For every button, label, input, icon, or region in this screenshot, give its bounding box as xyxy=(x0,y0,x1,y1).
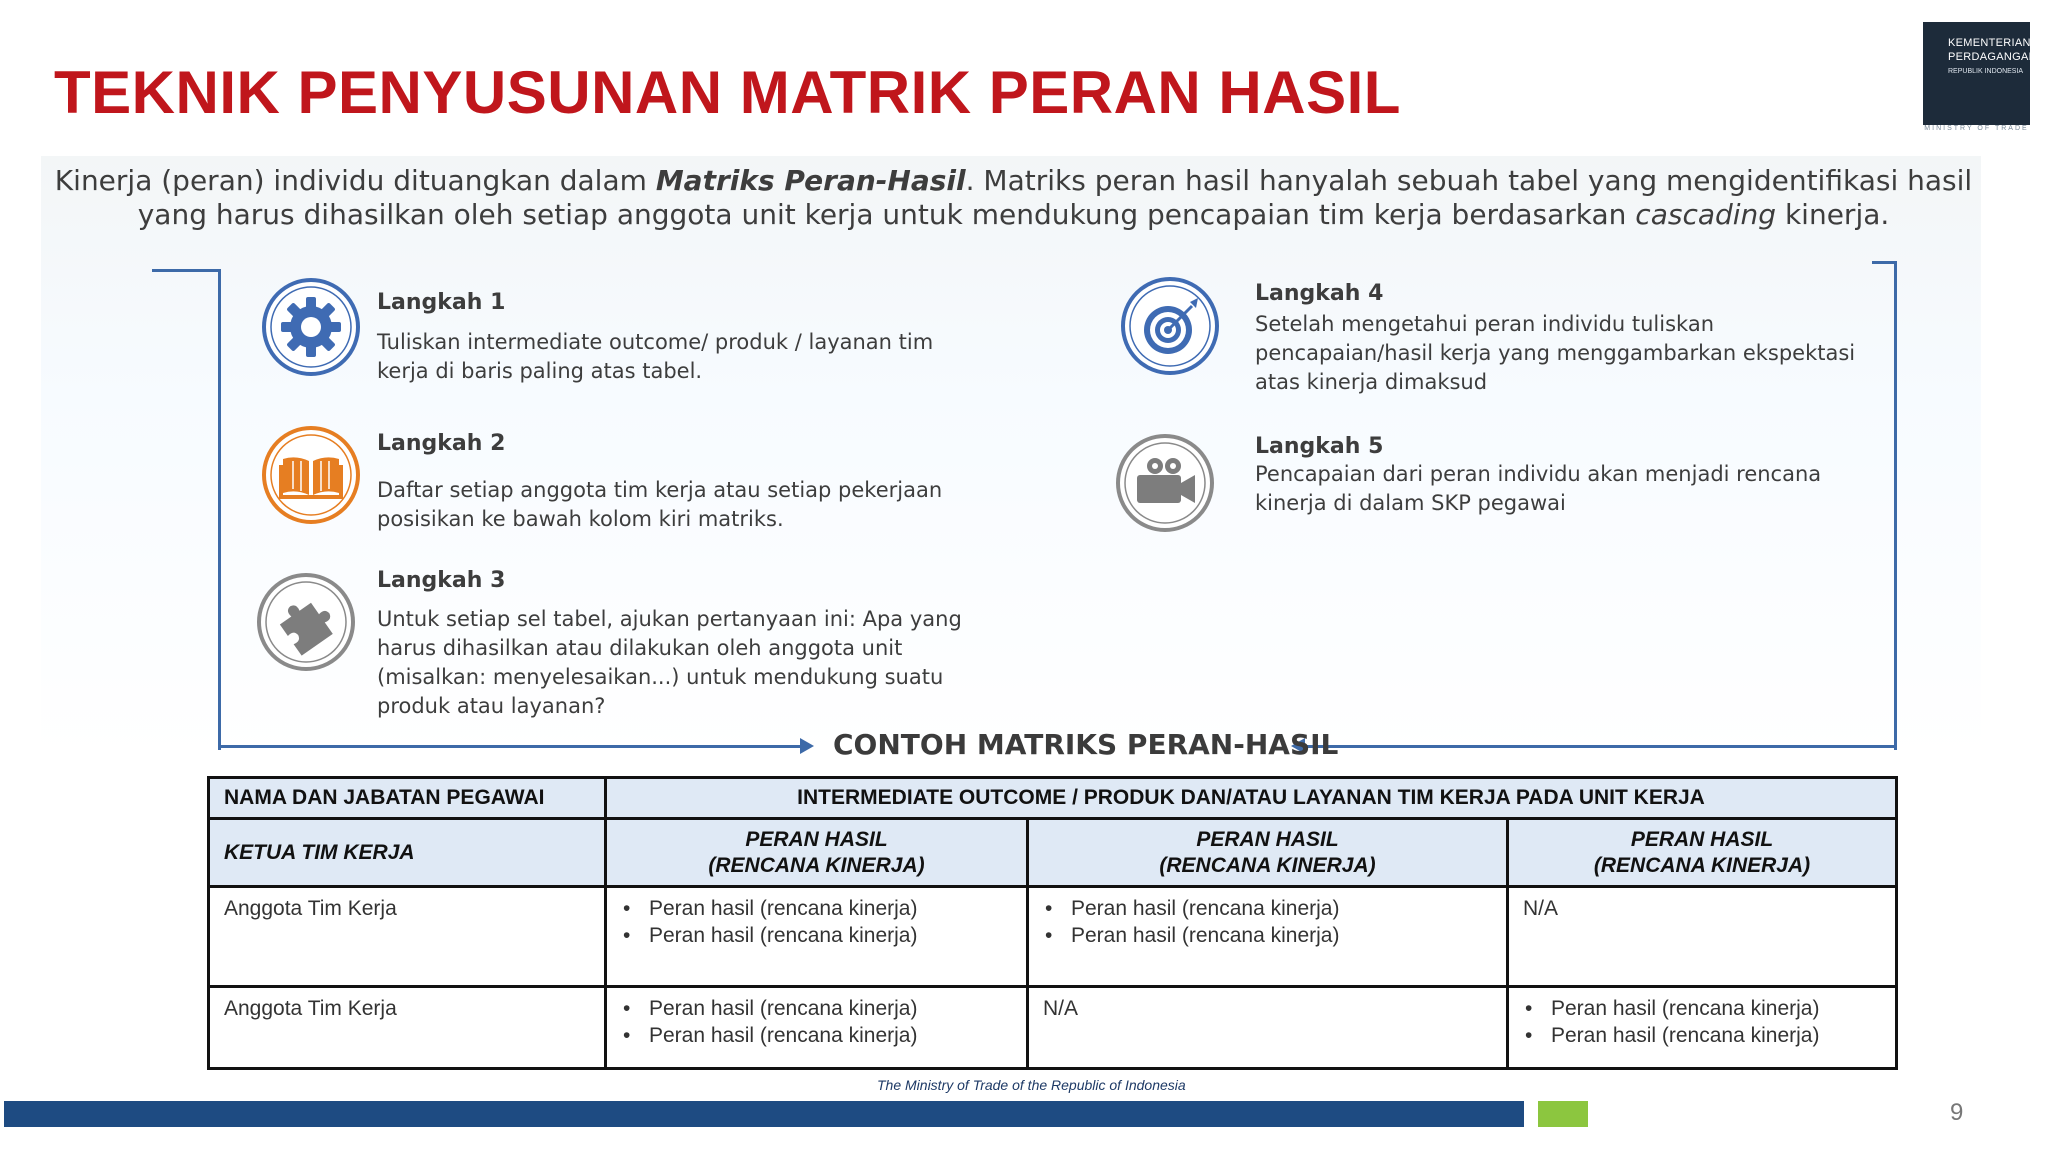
intro-emphasis: Matriks Peran-Hasil xyxy=(655,164,966,197)
step-3-title: Langkah 3 xyxy=(377,568,506,593)
table-cell: N/A xyxy=(1508,887,1897,987)
intro-paragraph: Kinerja (peran) individu dituangkan dalam Matriks Peran-Hasil. Matriks peran hasil hanyalah sebuah tabel yang mengidentifikasi hasil yang harus dihasilkan oleh setiap anggota unit kerja untuk mendukung pencapaian tim kerja berdasarkan cascading kinerja. xyxy=(54,164,1973,231)
example-heading: CONTOH MATRIKS PERAN-HASIL xyxy=(833,728,1339,761)
camera-icon xyxy=(1115,433,1215,533)
table-row xyxy=(209,887,1897,987)
member-name: Anggota Tim Kerja xyxy=(209,987,606,1069)
step-5-text: Pencapaian dari peran individu akan menjadi rencana kinerja di dalam SKP pegawai xyxy=(1255,462,1822,515)
gear-icon xyxy=(261,277,361,377)
intro-italic: cascading xyxy=(1635,198,1777,231)
step-2-text: Daftar setiap anggota tim kerja atau setiap pekerjaan posisikan ke bawah kolom kiri matriks. xyxy=(377,478,943,531)
list-item: • Peran hasil (rencana kinerja) xyxy=(1043,895,1492,922)
step-4-text: Setelah mengetahui peran individu tuliskan pencapaian/hasil kerja yang menggambarkan ekspektasi atas kinerja dimaksud xyxy=(1255,312,1856,394)
peran-header: PERAN HASIL (RENCANA KINERJA) xyxy=(1508,819,1897,887)
step-5-title: Langkah 5 xyxy=(1255,434,1384,459)
step-4-title: Langkah 4 xyxy=(1255,281,1384,306)
ministry-logo xyxy=(1923,22,2037,132)
leader-label: KETUA TIM KERJA xyxy=(209,819,606,887)
list-item: • Peran hasil (rencana kinerja) xyxy=(1523,1022,1881,1049)
list-item: • Peran hasil (rencana kinerja) xyxy=(621,1022,1012,1049)
header-outcome: INTERMEDIATE OUTCOME / PRODUK DAN/ATAU LAYANAN TIM KERJA PADA UNIT KERJA xyxy=(606,778,1897,819)
frame-bracket-right xyxy=(1872,261,1897,750)
table-cell xyxy=(1028,887,1508,987)
table-cell xyxy=(606,887,1028,987)
frame-line-right xyxy=(1296,745,1894,748)
table-cell xyxy=(606,987,1028,1069)
peran-header: PERAN HASIL (RENCANA KINERJA) xyxy=(1028,819,1508,887)
step-2-title: Langkah 2 xyxy=(377,431,506,456)
step-1-title: Langkah 1 xyxy=(377,290,506,315)
frame-bracket-left xyxy=(152,269,221,750)
list-item: • Peran hasil (rencana kinerja) xyxy=(621,895,1012,922)
page-number: 9 xyxy=(1950,1099,1964,1126)
slide-title: TEKNIK PENYUSUNAN MATRIK PERAN HASIL xyxy=(54,59,1401,126)
footer-bar xyxy=(4,1101,1524,1127)
logo-text: KEMENTERIAN PERDAGANGAN xyxy=(1948,37,2037,63)
peran-header: PERAN HASIL (RENCANA KINERJA) xyxy=(606,819,1028,887)
step-3-text: Untuk setiap sel tabel, ajukan pertanyaan ini: Apa yang harus dihasilkan atau dilakukan oleh anggota unit (misalkan: menyelesaikan...) untuk mendukung suatu produk atau layanan? xyxy=(377,607,962,718)
header-employee: NAMA DAN JABATAN PEGAWAI xyxy=(209,778,606,819)
puzzle-icon xyxy=(256,572,356,672)
footer-text: The Ministry of Trade of the Republic of Indonesia xyxy=(877,1077,1186,1093)
list-item: • Peran hasil (rencana kinerja) xyxy=(621,922,1012,949)
list-item: • Peran hasil (rencana kinerja) xyxy=(621,995,1012,1022)
list-item: • Peran hasil (rencana kinerja) xyxy=(1523,995,1881,1022)
list-item: • Peran hasil (rencana kinerja) xyxy=(1043,922,1492,949)
arrow-right-icon xyxy=(800,738,814,754)
footer-accent xyxy=(1538,1101,1588,1127)
logo-subtext: REPUBLIK INDONESIA xyxy=(1948,68,2024,75)
logo-caption: MINISTRY OF TRADE xyxy=(1924,125,2029,132)
member-name: Anggota Tim Kerja xyxy=(209,887,606,987)
role-result-matrix xyxy=(207,776,1898,1070)
step-1-text: Tuliskan intermediate outcome/ produk / layanan tim kerja di baris paling atas tabel. xyxy=(377,330,934,383)
table-row xyxy=(209,987,1897,1069)
table-cell: N/A xyxy=(1028,987,1508,1069)
table-cell xyxy=(1508,987,1897,1069)
target-icon xyxy=(1120,276,1220,376)
frame-line-left xyxy=(218,745,803,748)
book-icon xyxy=(261,425,361,525)
